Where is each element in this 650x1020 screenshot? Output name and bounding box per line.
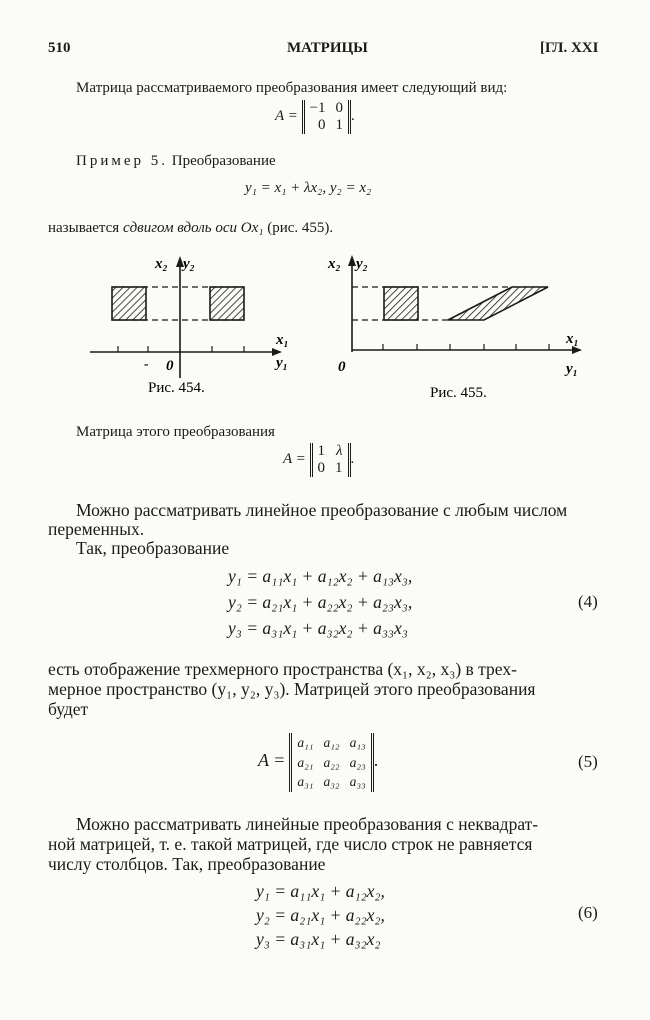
equation-number-4: (4) [578,592,598,611]
axis-label: y₁ [566,361,578,377]
para-3-line-1: есть отображение трехмерного пространства (x₁, x₂, x₃) в трех- [48,659,517,679]
matrix-5-body [289,733,373,792]
system-4-line-3: y₃ = a₃₁x₁ + a₃₂x₂ + a₃₃x₃ [228,618,408,638]
square-left [112,287,146,320]
matrix-1 [275,100,355,134]
matrix-cell: −1 [309,100,326,116]
equation-number-6: (6) [578,903,598,922]
axis-label: x₂ [328,256,341,272]
matrix-cell: a₁₃ [349,735,366,750]
matrix-cell: 0 [317,116,326,133]
matrix-1-label: A = [275,108,298,125]
figures [0,240,650,410]
axis-label: y₂ [356,256,368,272]
matrix-cell: 1 [335,459,343,476]
running-title: МАТРИЦЫ [287,40,368,56]
shear-definition [48,220,333,237]
x-axis-arrow [572,346,582,354]
definition-prefix: называется [48,220,120,236]
matrix-2-trail: . [350,451,355,468]
square-right [210,287,244,320]
matrix-2-intro: Матрица этого преобразования [76,424,275,440]
para-1-line-1: Можно рассматривать линейное преобразование с любым числом [76,500,568,520]
page-number: 510 [48,40,71,56]
sheared-parallelogram [448,287,548,320]
figure-caption: Рис. 454. [148,380,205,396]
system-4-line-2: y₂ = a₂₁x₁ + a₂₂x₂ + a₂₃x₃, [228,592,413,612]
axis-label: x₂ [155,256,168,272]
axis-label: x₁ [566,331,579,347]
matrix-cell: a₃₁ [297,774,314,790]
figure-454 [90,256,289,396]
matrix-2 [283,443,354,477]
matrix-cell: a₃₃ [349,774,366,790]
system-6-line-1: y₁ = a₁₁x₁ + a₁₂x₂, [256,881,385,901]
para-3-line-2: мерное пространство (y₁, y₂, y₃). Матрицей этого преобразования [48,679,536,699]
matrix-cell: a₁₁ [297,735,314,750]
axis-label: y₂ [183,256,195,272]
example-heading [76,153,276,170]
matrix-cell: 0 [317,459,326,476]
matrix-1-body [302,100,351,134]
example-text: Преобразование [171,153,276,169]
matrix-cell: a₃₂ [323,774,340,790]
para-3-line-3: будет [48,699,89,719]
minus-sign: - [144,357,149,372]
example-label: Пример 5. [76,153,169,169]
matrix-5-label: A = [258,750,286,771]
para-4-line-2: ной матрицей, т. е. такой матрицей, где число строк не равняется [48,834,533,854]
system-4-line-1: y₁ = a₁₁x₁ + a₁₂x₂ + a₁₃x₃, [228,566,413,586]
origin-label: 0 [338,359,346,375]
para-4-line-3: числу столбцов. Так, преобразование [48,854,326,874]
y-axis-arrow [348,255,356,266]
para-4-line-1: Можно рассматривать линейные преобразования с неквадрат- [76,814,539,834]
system-6-line-3: y₃ = a₃₁x₁ + a₃₂x₂ [256,929,381,949]
matrix-5-trail: . [373,750,379,771]
matrix-cell: a₂₂ [323,754,340,770]
axis-label: y₁ [276,355,288,371]
matrix-cell: a₁₂ [323,735,340,750]
intro-line: Матрица рассматриваемого преобразования имеет следующий вид: [76,80,508,96]
chapter-label: [ГЛ. XXI [540,40,599,56]
matrix-2-label: A = [283,451,306,468]
definition-term: сдвигом вдоль оси Ox₁ [122,220,264,236]
para-2: Так, преобразование [76,538,230,558]
shear-formula: y₁ = x₁ + λx₂, y₂ = x₂ [245,180,372,196]
definition-ref: (рис. 455). [267,220,334,236]
matrix-cell: 1 [317,443,326,459]
matrix-1-trail: . [350,108,355,125]
matrix-cell: a₂₃ [349,754,366,770]
figure-caption: Рис. 455. [430,385,487,401]
axis-label: x₁ [276,332,289,348]
tick-marks [118,346,244,352]
origin-label: 0 [166,358,174,374]
tick-marks [383,344,549,350]
matrix-5 [258,733,378,792]
matrix-cell: 0 [335,100,343,116]
figure-455 [327,255,582,401]
para-1-line-2: переменных. [48,519,145,539]
matrix-2-body [310,443,351,477]
square [384,287,418,320]
matrix-cell: λ [336,443,343,459]
system-6-line-2: y₂ = a₂₁x₁ + a₂₂x₂, [256,905,385,925]
matrix-cell: 1 [335,116,343,133]
equation-number-5: (5) [578,752,598,771]
matrix-cell: a₂₁ [297,754,314,770]
